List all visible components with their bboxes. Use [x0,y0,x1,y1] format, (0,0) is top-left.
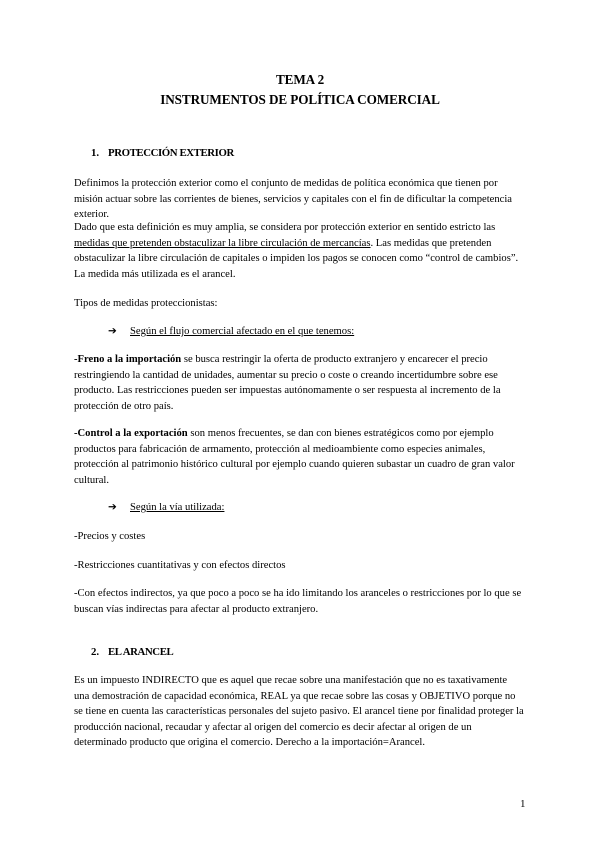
freno-paragraph [74,352,524,414]
section-2-heading: EL ARANCEL [108,646,174,658]
arrow-right-icon: ➔ [108,326,117,337]
freno-label: -Freno a la importación [74,354,182,365]
section-2-paragraph-1: Es un impuesto INDIRECTO que es aquel que recae sobre una manifestación que no es taxativamente una demostración de capacidad económica, REAL ya que recae sobre las cosas y OBJETIVO porque no se tiene en cuenta las características personales del sujeto pasivo. El arancel tiene por finalidad proteger la producción nacional, recaudar y afectar al origen del comercio es decir afectar al origen de un determinado producto que origina el comercio. Derecho a la importación=Arancel. [74,675,524,748]
control-label: -Control a la exportación [74,428,188,439]
section-2-number: 2. [91,646,100,658]
via-item-precios: -Precios y costes [74,531,146,542]
control-text: son menos frecuentes, se dan con bienes estratégicos como por ejemplo productos para fabricación de armamento, protección al medioambiente como especies animales, protección al patrimonio histórico cultural por ejemplo cuando quieren subastar un cuadro de gran valor cultural. [74,428,515,486]
document-title: TEMA 2 [275,72,325,87]
via-item-restricciones: -Restricciones cuantitativas y con efectos directos [74,560,286,571]
bullet-2-text: Según la vía utilizada: [130,502,225,513]
freno-text: se busca restringir la oferta de producto extranjero y encarecer el precio restringiendo la cantidad de unidades, aumentar su precio o coste o creando incertidumbre sobre ese producto. Las restricciones pueden ser impuestas autónomamente o ser respuesta al incremento de la protección de otro país. [74,354,501,412]
via-item-indirectos: -Con efectos indirectos, ya que poco a poco se ha ido limitando los aranceles o restricciones por lo que se buscan vías indirectas para afectar al producto extranjero. [74,588,522,615]
bullet-1-text: Según el flujo comercial afectado en el que tenemos: [130,326,355,337]
section-1-number: 1. [91,147,100,159]
bullet-via-utilizada [108,500,224,516]
section-1-paragraph-2 [74,220,524,282]
bullet-flujo-comercial [108,324,354,340]
para2-underlined-text: medidas que pretenden obstaculizar la libre circulación de mercancías [74,237,371,249]
para2-text-b: . Las medidas que pretenden obstaculizar la libre circulación de capitales o impiden los pagos se conocen como “control de cambios”. La medida más utilizada es el arancel. [74,237,519,280]
para2-text-a: Dado que esta definición es muy amplia, se considera por protección exterior en sentido estricto las [74,222,496,233]
document-subtitle: INSTRUMENTOS DE POLÍTICA COMERCIAL [160,92,440,107]
section-1-heading: PROTECCIÓN EXTERIOR [108,147,234,159]
control-paragraph [74,426,524,488]
arrow-right-icon: ➔ [108,502,117,513]
tipos-label: Tipos de medidas proteccionistas: [74,298,218,309]
section-1-paragraph-1: Definimos la protección exterior como el conjunto de medidas de política económica que tienen por misión actuar sobre las corrientes de bienes, servicios y capitales con el fin de dificultar la competencia exterior. [74,178,513,220]
page-number: 1 [520,798,526,810]
